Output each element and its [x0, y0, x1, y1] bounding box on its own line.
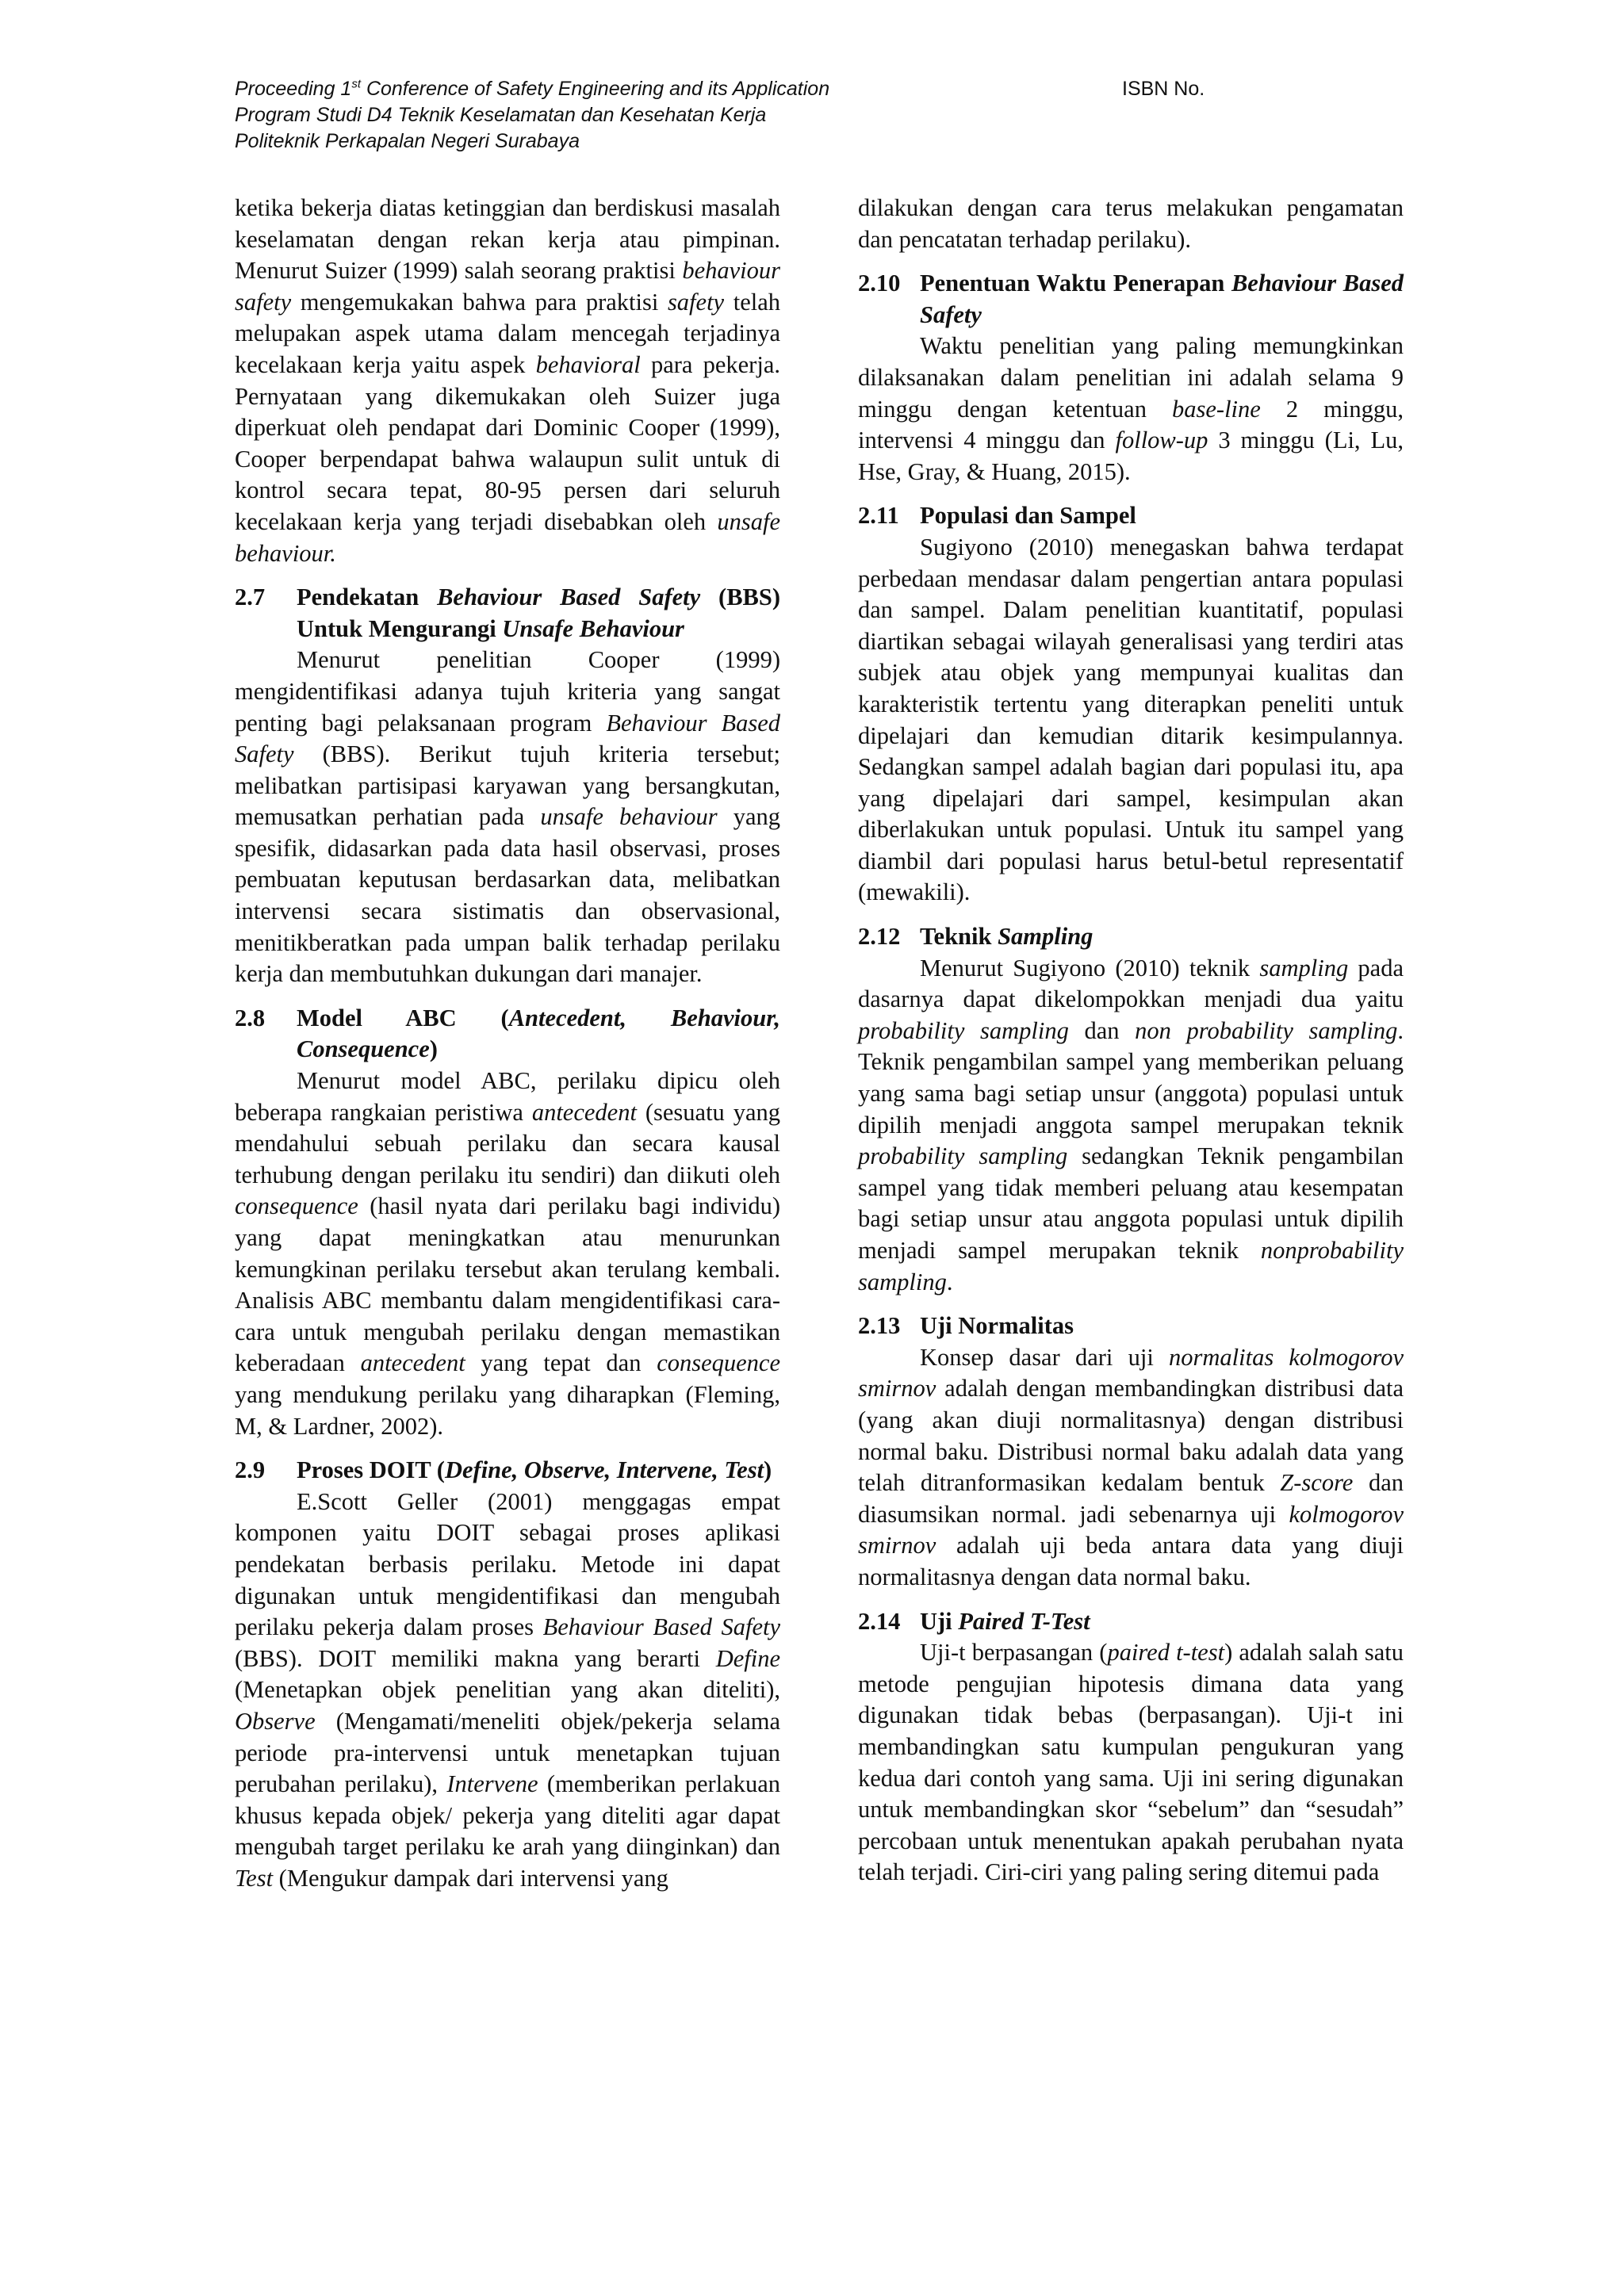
- program-name: Program Studi D4 Teknik Keselamatan dan Kesehatan Kerja: [235, 104, 767, 126]
- section-heading-2-7: 2.7 Pendekatan Behaviour Based Safety (BBS) Untuk Mengurangi Unsafe Behaviour: [235, 584, 780, 642]
- section-paragraph-2-8: Menurut model ABC, perilaku dipicu oleh beberapa rangkaian peristiwa antecedent (sesuatu yang mendahului sebuah perilaku dan secara kausal terhubung dengan perilaku itu sendiri) dan diikuti oleh consequence (hasil nyata dari perilaku bagi individu) yang dapat meningkatkan atau menurunkan kemungkinan perilaku tersebut akan terulang kembali. Analisis ABC membantu dalam mengidentifikasi cara-cara untuk mengubah perilaku dengan memastikan keberadaan antecedent yang tepat dan consequence yang mendukung perilaku yang diharapkan (Fleming, M, & Lardner, 2002).: [235, 1067, 780, 1440]
- section-paragraph-2-14: Uji-t berpasangan (paired t-test) adalah salah satu metode pengujian hipotesis dimana data yang digunakan tidak bebas (berpasangan). Uji-t ini membandingkan satu kumpulan pengukuran yang kedua dari contoh yang sama. Uji ini sering digunakan untuk membandingkan skor “sebelum” dan “sesudah” percobaan untuk menentukan apakah perubahan nyata telah terjadi. Ciri-ciri yang paling sering ditemui pada: [858, 1639, 1404, 1886]
- section-heading-2-10: 2.10 Penentuan Waktu Penerapan Behaviour Based Safety: [858, 270, 1404, 328]
- section-paragraph-2-7: Menurut penelitian Cooper (1999) mengidentifikasi adanya tujuh kriteria yang sangat penting bagi pelaksanaan program Behaviour Based Safety (BBS). Berikut tujuh kriteria tersebut; melibatkan partisipasi karyawan yang bersangkutan, memusatkan perhatian pada unsafe behaviour yang spesifik, didasarkan pada data hasil observasi, proses pembuatan keputusan berdasarkan data, melibatkan intervensi secara sistimatis dan observasional, menitikberatkan pada umpan balik terhadap perilaku kerja dan membutuhkan dukungan dari manajer.: [235, 646, 780, 988]
- left-column: [235, 193, 780, 1894]
- header-row-1: [235, 76, 1266, 102]
- section-paragraph-2-11: Sugiyono (2010) menegaskan bahwa terdapat perbedaan mendasar dalam pengertian antara populasi dan sampel. Dalam penelitian kuantitatif, populasi diartikan sebagai wilayah generalisasi yang terdiri atas subjek atau objek yang mempunyai kualitas dan karakteristik tertentu yang diterapkan peneliti untuk dipelajari dan kemudian ditarik kesimpulannya. Sedangkan sampel adalah bagian dari populasi itu, apa yang dipelajari dari sampel, kesimpulan akan diberlakukan untuk populasi. Untuk itu sampel yang diambil dari populasi harus betul-betul representatif (mewakili).: [858, 533, 1404, 906]
- section-paragraph-2-12: Menurut Sugiyono (2010) teknik sampling pada dasarnya dapat dikelompokkan menjadi dua yaitu probability sampling dan non probability sampling. Teknik pengambilan sampel yang memberikan peluang yang sama bagi setiap unsur (anggota) populasi untuk dipilih menjadi anggota sampel merupakan teknik probability sampling sedangkan Teknik pengambilan sampel yang tidak memberi peluang atau kesempatan bagi setiap unsur atau anggota populasi untuk dipilih menjadi sampel merupakan teknik nonprobability sampling.: [858, 954, 1404, 1295]
- section-heading-2-13: 2.13 Uji Normalitas: [858, 1312, 1074, 1340]
- section-paragraph-2-10: Waktu penelitian yang paling memungkinkan dilaksanakan dalam penelitian ini adalah selama 9 minggu dengan ketentuan base-line 2 minggu, intervensi 4 minggu dan follow-up 3 minggu (Li, Lu, Hse, Gray, & Huang, 2015).: [858, 332, 1404, 485]
- proceeding-title: Proceeding 1st Conference of Safety Engineering and its Application: [235, 77, 830, 100]
- right-column: [858, 193, 1404, 1888]
- section-heading-2-9: 2.9 Proses DOIT (Define, Observe, Intervene, Test): [235, 1456, 772, 1484]
- section-paragraph-2-13: Konsep dasar dari uji normalitas kolmogorov smirnov adalah dengan membandingkan distribusi data (yang akan diuji normalitasnya) dengan distribusi normal baku. Distribusi normal baku adalah data yang telah ditranformasikan kedalam bentuk Z-score dan diasumsikan normal. jadi sebenarnya uji kolmogorov smirnov adalah uji beda antara data yang diuji normalitasnya dengan data normal baku.: [858, 1343, 1404, 1590]
- institution-name: Politeknik Perkapalan Negeri Surabaya: [235, 130, 580, 152]
- section-paragraph-2-9: E.Scott Geller (2001) menggagas empat komponen yaitu DOIT sebagai proses aplikasi pendekatan berbasis perilaku. Metode ini dapat digunakan untuk mengidentifikasi dan mengubah perilaku pekerja dalam proses Behaviour Based Safety (BBS). DOIT memiliki makna yang berarti Define (Menetapkan objek penelitian yang akan diteliti), Observe (Mengamati/meneliti objek/pekerja selama periode pra-intervensi untuk menetapkan tujuan perubahan perilaku), Intervene (memberikan perlakuan khusus kepada objek/ pekerja yang diteliti agar dapat mengubah target perilaku ke arah yang diinginkan) dan Test (Mengukur dampak dari intervensi yang: [235, 1487, 781, 1892]
- section-heading-2-11: 2.11 Populasi dan Sampel: [858, 502, 1136, 530]
- section-heading-2-14: 2.14 Uji Paired T-Test: [858, 1607, 1090, 1635]
- intro-paragraph: ketika bekerja diatas ketinggian dan berdiskusi masalah keselamatan dengan rekan kerja atau pimpinan. Menurut Suizer (1999) salah seorang praktisi behaviour safety mengemukakan bahwa para praktisi safety telah melupakan aspek utama dalam mencegah terjadinya kecelakaan kerja yaitu aspek behavioral para pekerja. Pernyataan yang dikemukakan oleh Suizer juga diperkuat oleh pendapat dari Dominic Cooper (1999), Cooper berpendapat bahwa walaupun sulit untuk di kontrol secara tepat, 80-95 persen dari seluruh kecelakaan kerja yang terjadi disebabkan oleh unsafe behaviour.: [235, 194, 780, 567]
- isbn-label: ISBN No.: [1122, 78, 1205, 100]
- page-header: [235, 76, 1266, 155]
- continued-paragraph: dilakukan dengan cara terus melakukan pengamatan dan pencatatan terhadap perilaku).: [858, 194, 1404, 253]
- section-heading-2-12: 2.12 Teknik Sampling: [858, 923, 1094, 951]
- section-heading-2-8: 2.8 Model ABC (Antecedent, Behaviour, Consequence): [235, 1004, 780, 1063]
